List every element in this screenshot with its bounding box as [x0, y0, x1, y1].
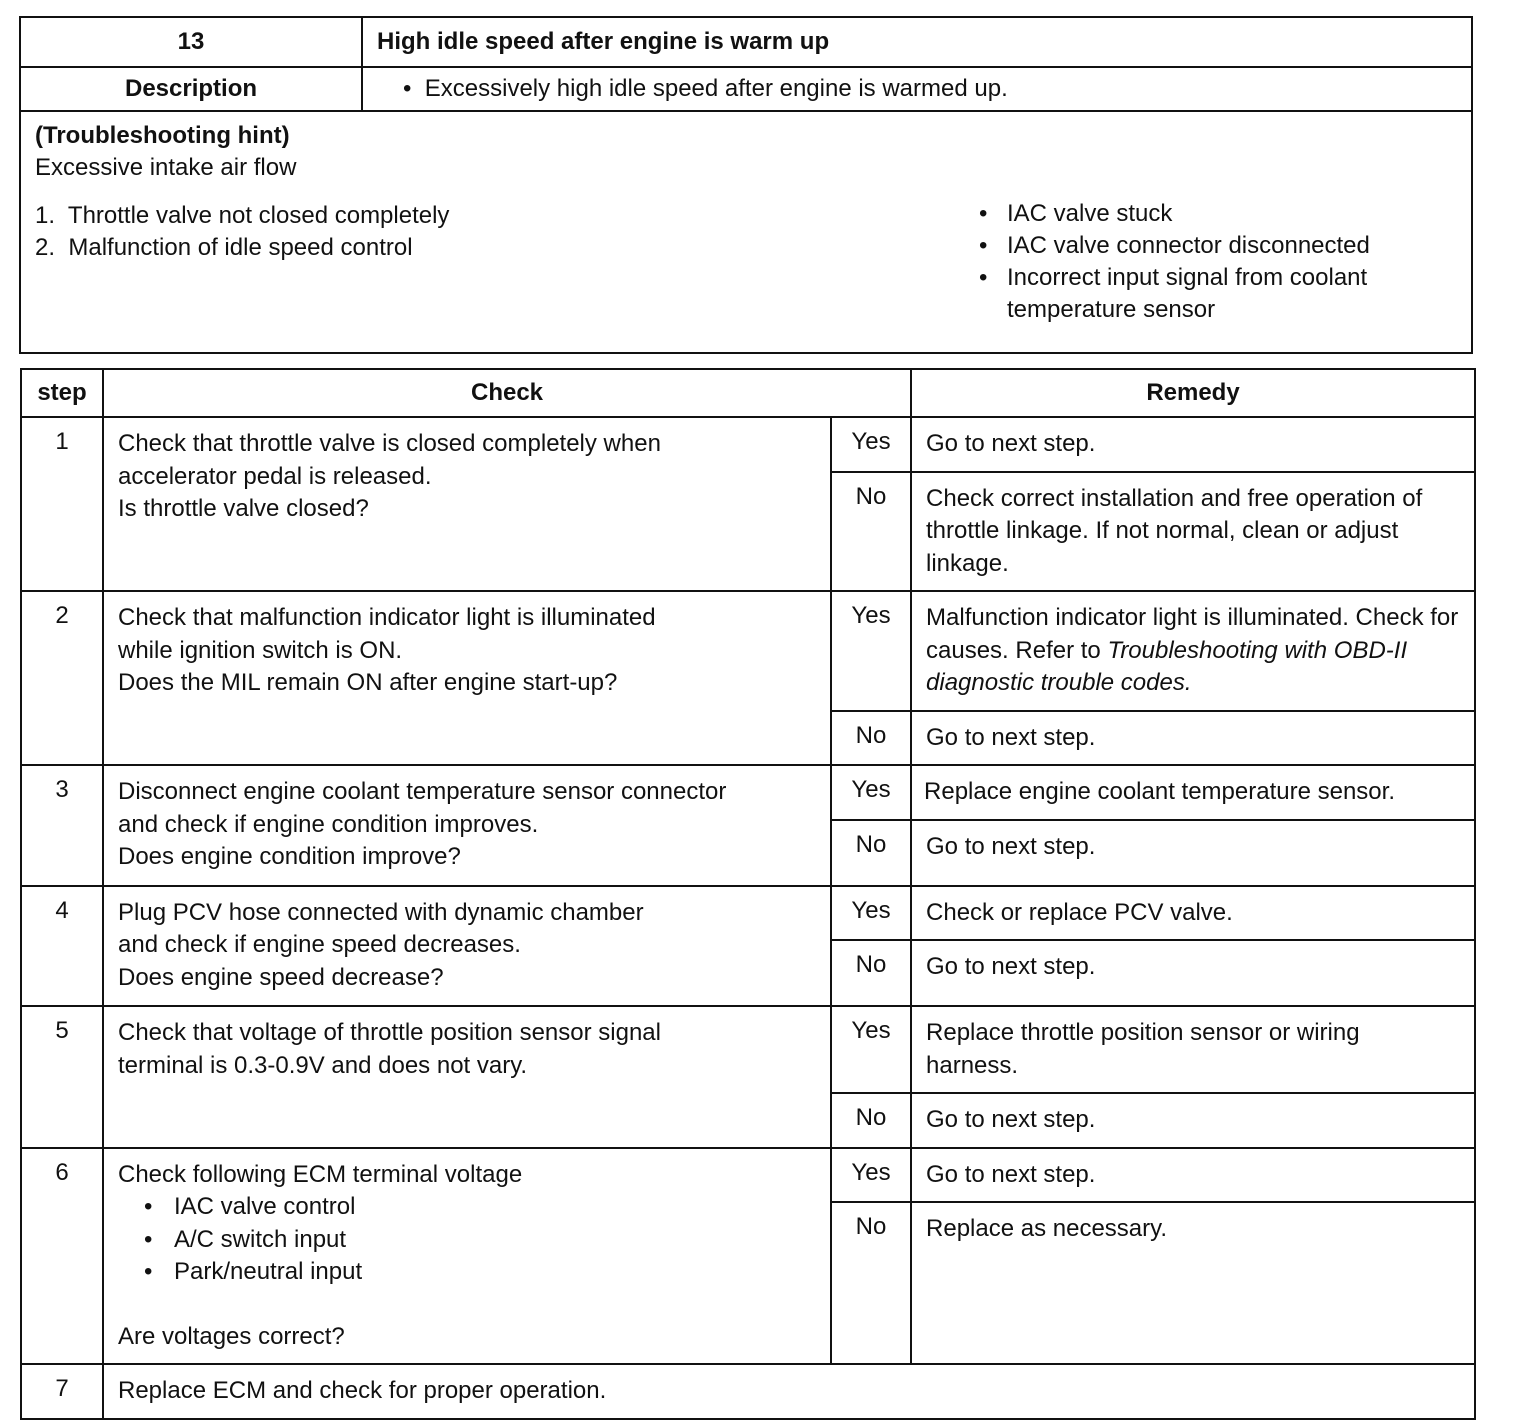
bullet-icon: • [979, 200, 988, 227]
no-label: No [831, 1202, 911, 1364]
check-line: accelerator pedal is released. [118, 462, 432, 490]
check-sub-item: A/C switch input [174, 1225, 347, 1253]
hint-detail-text: IAC valve stuck [1007, 200, 1173, 227]
hint-details [979, 198, 1459, 326]
hint-cause-2: 2. Malfunction of idle speed control [35, 234, 413, 261]
remedy-no: Go to next step. [911, 820, 1475, 886]
check-cell [103, 1006, 831, 1148]
no-label: No [831, 472, 911, 592]
remedy-yes: Go to next step. [911, 417, 1475, 472]
check-line: Does engine speed decrease? [118, 963, 444, 991]
description-cell [362, 67, 1472, 111]
hint-causes [35, 200, 449, 264]
table-row [21, 1364, 1475, 1419]
step-number: 2 [21, 591, 103, 765]
bullet-icon: • [979, 264, 988, 291]
description-row [20, 67, 1472, 111]
remedy-yes: Check or replace PCV valve. [911, 886, 1475, 941]
step-number: 5 [21, 1006, 103, 1148]
step-number: 6 [21, 1148, 103, 1365]
remedy-no: Check correct installation and free operation of throttle linkage. If not normal, clean or adjust linkage. [911, 472, 1475, 592]
yes-label: Yes [831, 591, 911, 711]
no-label: No [831, 711, 911, 766]
check-line: Check that malfunction indicator light is illuminated [118, 604, 656, 631]
table-row [21, 417, 1475, 472]
hint-detail-item [979, 230, 1459, 262]
check-sub-item: IAC valve control [174, 1193, 356, 1220]
check-cell [103, 417, 831, 591]
hint-subtitle: Excessive intake air flow [35, 154, 297, 181]
yes-label: Yes [831, 886, 911, 941]
bullet-icon: • [144, 1225, 153, 1253]
check-line: Are voltages correct? [118, 1322, 345, 1350]
check-line: Check following ECM terminal voltage [118, 1160, 523, 1188]
check-cell [103, 591, 831, 765]
header-row [21, 369, 1475, 417]
no-label: No [831, 940, 911, 1006]
list-item [144, 1224, 816, 1257]
table-row [21, 1148, 1475, 1203]
check-line: terminal is 0.3-0.9V and does not vary. [118, 1051, 528, 1079]
check-header: Check [103, 369, 911, 417]
check-line: Plug PCV hose connected with dynamic chamber [118, 898, 644, 926]
hint-detail-text: Incorrect input signal from coolant temperature sensor [1007, 264, 1368, 323]
check-line: and check if engine condition improves. [118, 810, 539, 838]
remedy-no: Go to next step. [911, 711, 1475, 766]
check-cell [103, 886, 831, 1007]
no-label: No [831, 820, 911, 886]
check-sub-item: Park/neutral input [174, 1258, 363, 1285]
remedy-yes [911, 591, 1475, 711]
remedy-no: Go to next step. [911, 1093, 1475, 1148]
title-row [20, 17, 1472, 67]
hint-detail-text: IAC valve connector disconnected [1007, 232, 1370, 259]
check-sub-list [118, 1191, 816, 1289]
bullet-icon: • [144, 1258, 153, 1285]
bullet-icon: • [144, 1193, 153, 1220]
description-bullet: • [403, 75, 412, 102]
description-text: Excessively high idle speed after engine is warmed up. [424, 75, 1008, 102]
remedy-yes-text: Replace throttle position sensor or wiring harness. [926, 1019, 1360, 1079]
check-line: Does engine condition improve? [118, 843, 461, 870]
remedy-yes-text: Malfunction indicator light is illuminated. Check for causes. Refer to [926, 604, 1459, 664]
check-cell [103, 1148, 831, 1365]
problem-title: High idle speed after engine is warm up [362, 17, 1472, 67]
yes-label: Yes [831, 417, 911, 472]
check-cell: Replace ECM and check for proper operation. [103, 1364, 1475, 1419]
step-number: 4 [21, 886, 103, 1007]
check-line: Does the MIL remain ON after engine start-up? [118, 669, 618, 696]
check-line: Check that voltage of throttle position sensor signal [118, 1019, 661, 1046]
check-line: Is throttle valve closed? [118, 495, 369, 522]
table-row [21, 765, 1475, 820]
hint-detail-item [979, 262, 1459, 326]
hint-cause-1: 1. Throttle valve not closed completely [35, 202, 450, 229]
check-line: while ignition switch is ON. [118, 636, 403, 664]
step-number: 3 [21, 765, 103, 886]
hint-detail-item [979, 198, 1459, 230]
list-item [144, 1256, 816, 1289]
table-row [21, 886, 1475, 941]
remedy-header: Remedy [911, 369, 1475, 417]
bullet-icon: • [979, 232, 988, 259]
check-line: Check that throttle valve is closed completely when [118, 430, 661, 457]
steps-table [20, 368, 1476, 1420]
remedy-no: Replace as necessary. [911, 1202, 1475, 1364]
remedy-yes: Go to next step. [911, 1148, 1475, 1203]
table-row [21, 591, 1475, 711]
check-line: Disconnect engine coolant temperature sensor connector [118, 778, 727, 805]
remedy-yes: Replace engine coolant temperature sensor. [911, 765, 1475, 820]
table-row [21, 1006, 1475, 1093]
step-number: 7 [21, 1364, 103, 1419]
step-number: 1 [21, 417, 103, 591]
yes-label: Yes [831, 1006, 911, 1093]
yes-label: Yes [831, 765, 911, 820]
remedy-no: Go to next step. [911, 940, 1475, 1006]
description-label: Description [20, 67, 362, 111]
problem-number: 13 [20, 17, 362, 67]
list-item [144, 1191, 816, 1224]
remedy-yes [911, 1006, 1475, 1093]
no-label: No [831, 1093, 911, 1148]
yes-label: Yes [831, 1148, 911, 1203]
hint-title: (Troubleshooting hint) [35, 122, 290, 149]
check-cell [103, 765, 831, 886]
hint-row [20, 111, 1472, 353]
info-table [19, 16, 1473, 354]
step-header: step [21, 369, 103, 417]
remedy-yes-reference: Troubleshooting with OBD-II diagnostic trouble codes. [926, 636, 1408, 696]
check-line: and check if engine speed decreases. [118, 931, 521, 958]
troubleshooting-hint [20, 111, 1472, 353]
